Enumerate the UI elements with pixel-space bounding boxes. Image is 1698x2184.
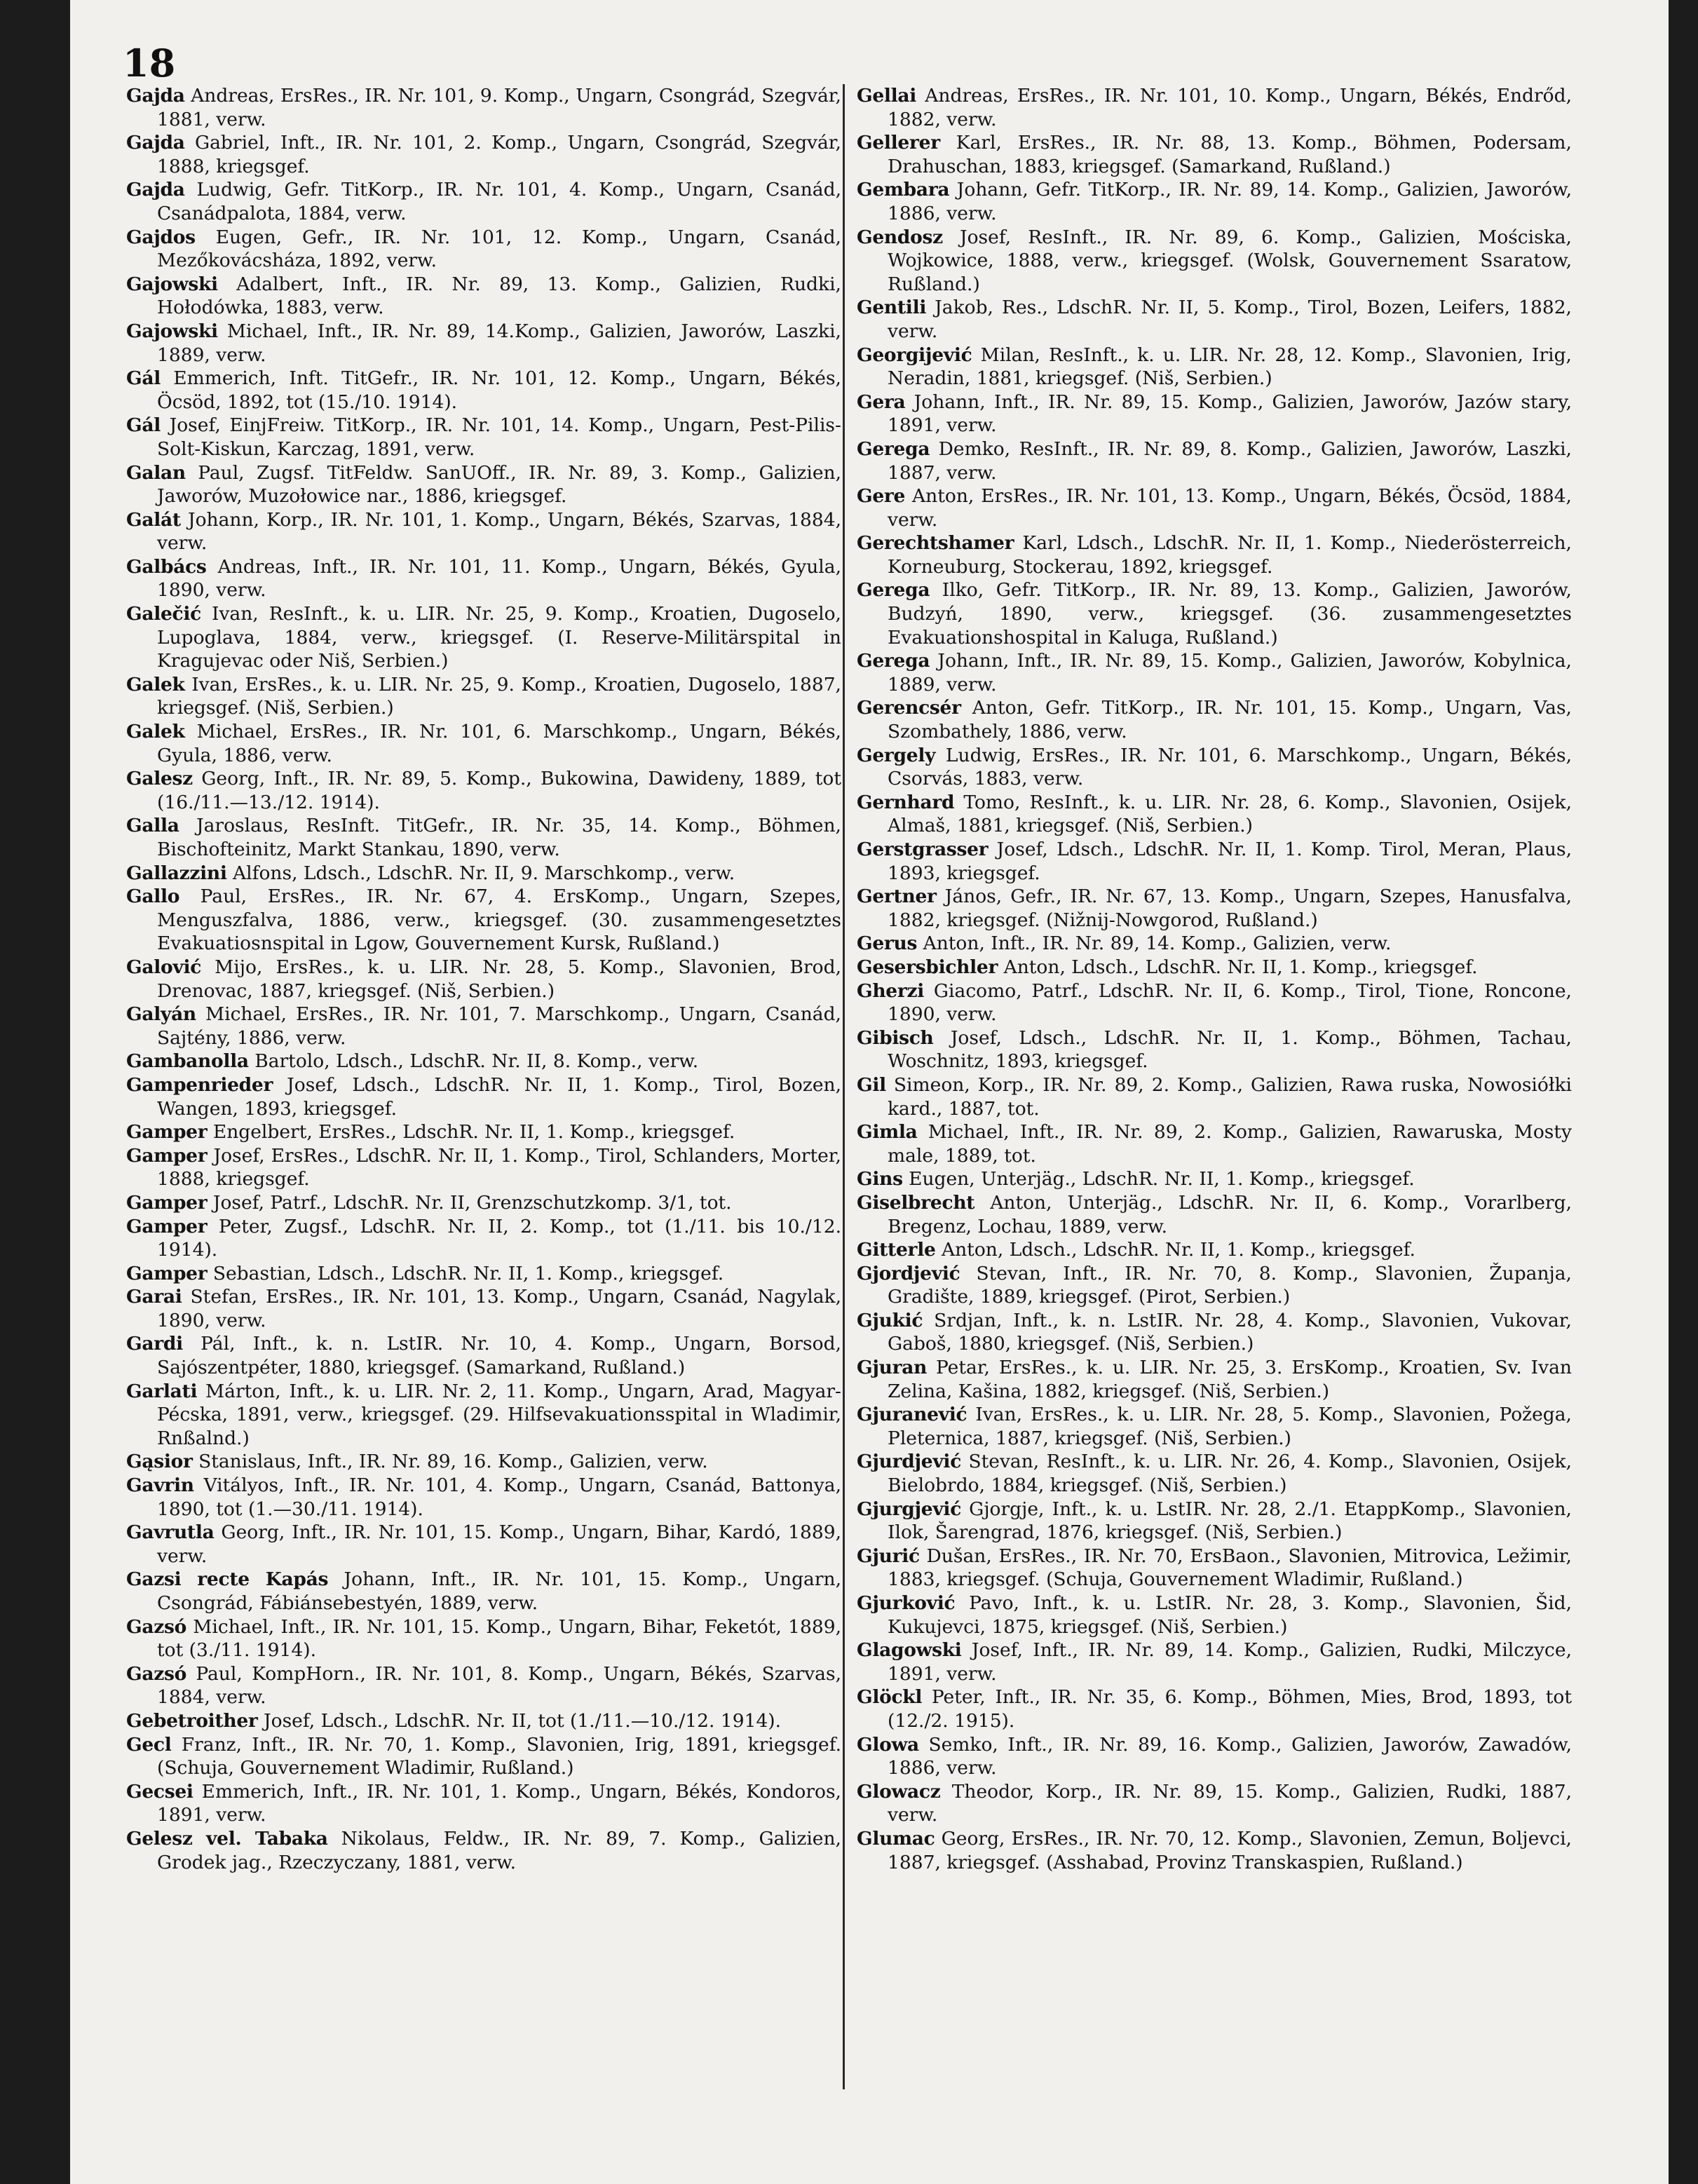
- register-entry: [857, 1356, 1572, 1403]
- entry-details: Peter, Inft., IR. Nr. 35, 6. Komp., Böhmen, Mies, Brod, 1893, tot (12./2. 1915).: [888, 1686, 1572, 1732]
- entry-details: Josef, Inft., IR. Nr. 89, 14. Komp., Galizien, Rudki, Milczyce, 1891, verw.: [888, 1639, 1572, 1685]
- register-entry: [126, 1262, 841, 1286]
- entry-surname: Gertner: [857, 886, 937, 908]
- entry-details: Georg, Inft., IR. Nr. 101, 15. Komp., Ungarn, Bihar, Kardó, 1889, verw.: [157, 1521, 841, 1567]
- entry-details: Dušan, ErsRes., IR. Nr. 70, ErsBaon., Slavonien, Mitrovica, Ležimir, 1883, kriegsgef. (Schuja, Gouvernement Wladimir, Rußland.): [888, 1545, 1572, 1591]
- entry-surname: Galla: [126, 815, 179, 837]
- entry-surname: Gebetroither: [126, 1709, 258, 1732]
- register-entry: [126, 461, 841, 508]
- entry-surname: Gajda: [126, 132, 185, 154]
- register-entry: [857, 1026, 1572, 1073]
- entry-surname: Gajda: [126, 179, 185, 201]
- column-divider: [843, 84, 845, 2089]
- entry-details: Josef, ResInft., IR. Nr. 89, 6. Komp., Galizien, Mościska, Wojkowice, 1888, verw., kriegsgef. (Wolsk, Gouvernement Ssaratow, Rußland.): [888, 226, 1572, 295]
- register-entry: [857, 1733, 1572, 1780]
- entry-details: Ivan, ResInft., k. u. LIR. Nr. 25, 9. Komp., Kroatien, Dugoselo, Lupoglava, 1884, verw., kriegsgef. (I. Reserve-Militärspital in Kragujevac oder Niš, Serbien.): [157, 603, 841, 672]
- register-entry: [126, 1380, 841, 1451]
- entry-surname: Gjurković: [857, 1592, 956, 1614]
- register-entry: [126, 1709, 841, 1733]
- entry-surname: Glöckl: [857, 1686, 923, 1709]
- entry-surname: Gjukić: [857, 1309, 923, 1331]
- register-entry: [857, 1450, 1572, 1497]
- entry-details: Johann, Inft., IR. Nr. 89, 15. Komp., Galizien, Jaworów, Kobylnica, 1889, verw.: [888, 650, 1572, 696]
- entry-surname: Gamper: [126, 1121, 208, 1144]
- entry-details: Eugen, Gefr., IR. Nr. 101, 12. Komp., Ungarn, Csanád, Mezőkovácsháza, 1892, verw.: [157, 226, 841, 272]
- entry-details: Josef, Ldsch., LdschR. Nr. II, 1. Komp. Tirol, Meran, Plaus, 1893, kriegsgef.: [888, 839, 1572, 884]
- register-entry: [126, 555, 841, 602]
- entry-surname: Gjurić: [857, 1545, 920, 1567]
- entry-details: Giacomo, Patrf., LdschR. Nr. II, 6. Komp., Tirol, Tione, Roncone, 1890, verw.: [888, 979, 1572, 1026]
- register-entry: [126, 814, 841, 861]
- register-entry: [857, 438, 1572, 484]
- entry-surname: Gitterle: [857, 1239, 936, 1261]
- right-column: [857, 84, 1572, 1874]
- entry-surname: Gerega: [857, 579, 930, 602]
- entry-details: Josef, Patrf., LdschR. Nr. II, Grenzschutzkomp. 3/1, tot.: [212, 1191, 732, 1214]
- register-entry: [857, 1120, 1572, 1167]
- register-entry: [126, 1191, 841, 1215]
- entry-details: Peter, Zugsf., LdschR. Nr. II, 2. Komp., tot (1./11. bis 10./12. 1914).: [157, 1215, 841, 1261]
- entry-details: Johann, Inft., IR. Nr. 101, 15. Komp., Ungarn, Csongrád, Fábiánsebestyén, 1889, verw.: [157, 1568, 841, 1614]
- register-entry: [857, 578, 1572, 649]
- entry-details: Josef, Ldsch., LdschR. Nr. II, 1. Komp., Böhmen, Tachau, Woschnitz, 1893, kriegsgef.: [888, 1026, 1572, 1073]
- entry-surname: Gerencsér: [857, 697, 961, 719]
- entry-surname: Gendosz: [857, 226, 943, 248]
- entry-surname: Gjuran: [857, 1357, 928, 1379]
- entry-surname: Gil: [857, 1073, 886, 1096]
- entry-surname: Galek: [126, 673, 185, 696]
- entry-details: Ivan, ErsRes., k. u. LIR. Nr. 28, 5. Komp., Slavonien, Požega, Pleternica, 1887, kriegsgef. (Niš, Serbien.): [888, 1404, 1572, 1449]
- entry-surname: Glumac: [857, 1827, 935, 1850]
- entry-surname: Gajowski: [126, 273, 218, 295]
- register-entry: [126, 767, 841, 814]
- entry-details: Jaroslaus, ResInft. TitGefr., IR. Nr. 35, 14. Komp., Böhmen, Bischofteinitz, Markt Stankau, 1890, verw.: [157, 815, 841, 860]
- entry-surname: Gazsi recte Kapás: [126, 1568, 329, 1591]
- register-entry: [126, 602, 841, 673]
- entry-details: Anton, Ldsch., LdschR. Nr. II, 1. Komp., kriegsgef.: [1003, 956, 1478, 978]
- register-entry: [126, 131, 841, 178]
- entry-surname: Gambanolla: [126, 1050, 249, 1073]
- register-entry: [126, 1450, 841, 1474]
- register-entry: [126, 673, 841, 720]
- register-entry: [857, 1167, 1572, 1191]
- entry-details: Milan, ResInft., k. u. LIR. Nr. 28, 12. Komp., Slavonien, Irig, Neradin, 1881, kriegsgef. (Niš, Serbien.): [888, 344, 1572, 390]
- register-entry: [857, 1191, 1572, 1238]
- entry-details: Gabriel, Inft., IR. Nr. 101, 2. Komp., Ungarn, Csongrád, Szegvár, 1888, kriegsgef.: [157, 132, 841, 177]
- register-entry: [857, 1780, 1572, 1827]
- entry-details: Karl, Ldsch., LdschR. Nr. II, 1. Komp., Niederösterreich, Korneuburg, Stockerau, 1892, kriegsgef.: [888, 532, 1572, 578]
- register-entry: [857, 1403, 1572, 1450]
- register-entry: [126, 862, 841, 886]
- entry-surname: Gerega: [857, 650, 930, 672]
- entry-details: Engelbert, ErsRes., LdschR. Nr. II, 1. Komp., kriegsgef.: [212, 1121, 735, 1144]
- entry-surname: Georgijević: [857, 344, 972, 366]
- register-entry: [126, 1662, 841, 1709]
- register-entry: [126, 1474, 841, 1521]
- register-entry: [126, 84, 841, 131]
- register-entry: [126, 1521, 841, 1568]
- register-entry: [126, 1003, 841, 1050]
- register-entry: [126, 367, 841, 414]
- entry-details: Josef, ErsRes., LdschR. Nr. II, 1. Komp., Tirol, Schlanders, Morter, 1888, kriegsgef.: [157, 1144, 841, 1191]
- entry-surname: Galek: [126, 721, 185, 743]
- entry-details: Vitályos, Inft., IR. Nr. 101, 4. Komp., Ungarn, Csanád, Battonya, 1890, tot (1.—30./11. 1914).: [157, 1474, 841, 1520]
- entry-details: Márton, Inft., k. u. LIR. Nr. 2, 11. Komp., Ungarn, Arad, Magyar-Pécska, 1891, verw., kriegsgef. (29. Hilfsevakuationsspital in Wladimir, Rnßalnd.): [157, 1380, 841, 1449]
- entry-details: Josef, Ldsch., LdschR. Nr. II, tot (1./11.—10./12. 1914).: [264, 1709, 782, 1732]
- entry-surname: Garlati: [126, 1380, 198, 1402]
- entry-surname: Gallo: [126, 886, 180, 908]
- entry-details: Ludwig, Gefr. TitKorp., IR. Nr. 101, 4. Komp., Ungarn, Csanád, Csanádpalota, 1884, verw.: [157, 179, 841, 224]
- entry-details: Paul, Zugsf. TitFeldw. SanUOff., IR. Nr. 89, 3. Komp., Galizien, Jaworów, Muzołowice nar., 1886, kriegsgef.: [157, 461, 841, 508]
- register-entry: [857, 1592, 1572, 1639]
- entry-surname: Gesersbichler: [857, 956, 998, 978]
- register-entry: [126, 720, 841, 767]
- register-entry: [857, 391, 1572, 438]
- register-entry: [857, 932, 1572, 956]
- entry-surname: Gecsei: [126, 1780, 193, 1803]
- entry-details: Mijo, ErsRes., k. u. LIR. Nr. 28, 5. Komp., Slavonien, Brod, Drenovac, 1887, kriegsgef. (Niš, Serbien.): [157, 956, 841, 1002]
- register-entry: [857, 1238, 1572, 1262]
- entry-surname: Galečić: [126, 603, 201, 625]
- register-entry: [857, 885, 1572, 932]
- entry-surname: Gibisch: [857, 1026, 934, 1049]
- register-entry: [857, 956, 1572, 979]
- entry-surname: Gembara: [857, 179, 950, 201]
- entry-details: Anton, ErsRes., IR. Nr. 101, 13. Komp., Ungarn, Békés, Öcsöd, 1884, verw.: [888, 485, 1572, 531]
- entry-surname: Gera: [857, 391, 906, 413]
- entry-details: Josef, EinjFreiw. TitKorp., IR. Nr. 101, 14. Komp., Ungarn, Pest-Pilis-Solt-Kiskun, Karczag, 1891, verw.: [157, 414, 841, 460]
- register-entry: [126, 1215, 841, 1262]
- entry-details: Gjorgje, Inft., k. u. LstIR. Nr. 28, 2./1. EtappKomp., Slavonien, Ilok, Šarengrad, 1876, kriegsgef. (Niš, Serbien.): [888, 1498, 1572, 1544]
- register-entry: [857, 344, 1572, 391]
- register-entry: [126, 885, 841, 956]
- entry-details: Michael, Inft., IR. Nr. 101, 15. Komp., Ungarn, Bihar, Feketót, 1889, tot (3./11. 1914).: [157, 1615, 841, 1662]
- register-entry: [126, 956, 841, 1003]
- entry-details: Andreas, ErsRes., IR. Nr. 101, 10. Komp., Ungarn, Békés, Endrőd, 1882, verw.: [888, 85, 1572, 130]
- entry-details: Johann, Korp., IR. Nr. 101, 1. Komp., Ungarn, Békés, Szarvas, 1884, verw.: [157, 508, 841, 555]
- entry-details: Pavo, Inft., k. u. LstIR. Nr. 28, 3. Komp., Slavonien, Šid, Kukujevci, 1875, kriegsgef. (Niš, Serbien.): [888, 1592, 1572, 1638]
- register-entry: [857, 1639, 1572, 1686]
- entry-details: Andreas, ErsRes., IR. Nr. 101, 9. Komp., Ungarn, Csongrád, Szegvár, 1881, verw.: [157, 85, 841, 130]
- entry-surname: Gerstgrasser: [857, 839, 989, 860]
- entry-details: Franz, Inft., IR. Nr. 70, 1. Komp., Slavonien, Irig, 1891, kriegsgef. (Schuja, Gouvernement Wladimir, Rußland.): [157, 1733, 842, 1779]
- register-entry: [126, 1144, 841, 1191]
- entry-surname: Galović: [126, 956, 202, 978]
- entry-surname: Gajdos: [126, 226, 196, 248]
- entry-surname: Gál: [126, 367, 161, 390]
- register-entry: [126, 508, 841, 555]
- entry-details: Karl, ErsRes., IR. Nr. 88, 13. Komp., Böhmen, Podersam, Drahuschan, 1883, kriegsgef. (Samarkand, Rußland.): [888, 132, 1572, 177]
- entry-surname: Garai: [126, 1286, 182, 1308]
- entry-surname: Gergely: [857, 744, 936, 766]
- register-entry: [126, 178, 841, 225]
- entry-details: Semko, Inft., IR. Nr. 89, 16. Komp., Galizien, Jaworów, Zawadów, 1886, verw.: [888, 1733, 1572, 1779]
- entry-surname: Gecl: [126, 1733, 172, 1756]
- register-entry: [126, 1332, 841, 1379]
- entry-surname: Gimla: [857, 1121, 918, 1144]
- register-entry: [126, 1827, 841, 1874]
- register-entry: [857, 1498, 1572, 1545]
- register-entry: [126, 273, 841, 320]
- entry-surname: Gallazzini: [126, 862, 227, 884]
- entry-surname: Galan: [126, 461, 186, 484]
- entry-details: Michael, Inft., IR. Nr. 89, 14.Komp., Galizien, Jaworów, Laszki, 1889, verw.: [157, 320, 841, 366]
- register-entry: [126, 1780, 841, 1827]
- entry-surname: Glowacz: [857, 1780, 941, 1803]
- register-entry: [857, 531, 1572, 578]
- entry-details: Paul, KompHorn., IR. Nr. 101, 8. Komp., Ungarn, Békés, Szarvas, 1884, verw.: [157, 1662, 841, 1709]
- entry-details: Stevan, Inft., IR. Nr. 70, 8. Komp., Slavonien, Županja, Gradište, 1889, kriegsgef. (Pirot, Serbien.): [888, 1262, 1572, 1308]
- register-entry: [126, 320, 841, 367]
- entry-surname: Gazsó: [126, 1662, 186, 1685]
- entry-details: Eugen, Unterjäg., LdschR. Nr. II, 1. Komp., kriegsgef.: [909, 1168, 1415, 1191]
- register-entry: [857, 1309, 1572, 1356]
- entry-details: Theodor, Korp., IR. Nr. 89, 15. Komp., Galizien, Rudki, 1887, verw.: [888, 1780, 1572, 1826]
- entry-details: Johann, Inft., IR. Nr. 89, 15. Komp., Galizien, Jaworów, Jazów stary, 1891, verw.: [888, 391, 1572, 437]
- register-entry: [857, 1545, 1572, 1592]
- register-entry: [857, 744, 1572, 791]
- register-entry: [126, 1615, 841, 1662]
- entry-surname: Gamper: [126, 1191, 208, 1214]
- entry-surname: Gampenrieder: [126, 1073, 273, 1096]
- entry-surname: Gajowski: [126, 320, 218, 342]
- register-entry: [126, 1073, 841, 1120]
- entry-surname: Gherzi: [857, 979, 925, 1002]
- register-entry: [857, 484, 1572, 531]
- entry-surname: Gamper: [126, 1262, 208, 1284]
- entry-surname: Gjurgjević: [857, 1498, 962, 1520]
- register-entry: [126, 1733, 841, 1780]
- entry-details: Nikolaus, Feldw., IR. Nr. 89, 7. Komp., Galizien, Grodek jag., Rzeczyczany, 1881, verw.: [157, 1827, 841, 1873]
- register-entry: [857, 1262, 1572, 1309]
- entry-surname: Gavrutla: [126, 1521, 215, 1544]
- register-entry: [857, 979, 1572, 1026]
- entry-surname: Glowa: [857, 1733, 919, 1756]
- register-entry: [126, 1568, 841, 1615]
- register-entry: [126, 1285, 841, 1332]
- entry-details: Ilko, Gefr. TitKorp., IR. Nr. 89, 13. Komp., Galizien, Jaworów, Budzyń, 1890, verw., kriegsgef. (36. zusammengesetztes Evakuationshospital in Kaluga, Rußland.): [888, 579, 1572, 649]
- entry-surname: Gamper: [126, 1215, 208, 1237]
- entry-details: Stefan, ErsRes., IR. Nr. 101, 13. Komp., Ungarn, Csanád, Nagylak, 1890, verw.: [157, 1286, 841, 1331]
- register-entry: [857, 649, 1572, 696]
- entry-surname: Gellerer: [857, 132, 940, 154]
- register-entry: [126, 414, 841, 461]
- entry-surname: Gere: [857, 485, 906, 508]
- entry-details: Anton, Ldsch., LdschR. Nr. II, 1. Komp., kriegsgef.: [941, 1239, 1415, 1261]
- entry-surname: Glagowski: [857, 1639, 962, 1662]
- register-entry: [126, 1120, 841, 1144]
- register-entry: [857, 1686, 1572, 1732]
- entry-surname: Gardi: [126, 1333, 183, 1355]
- entry-surname: Gjuranević: [857, 1404, 967, 1426]
- register-entry: [857, 838, 1572, 885]
- register-entry: [857, 131, 1572, 178]
- entry-details: Andreas, Inft., IR. Nr. 101, 11. Komp., Ungarn, Békés, Gyula, 1890, verw.: [157, 555, 841, 602]
- entry-surname: Gjordjević: [857, 1262, 960, 1284]
- entry-surname: Gál: [126, 414, 161, 437]
- register-entry: [857, 1073, 1572, 1120]
- entry-details: Jakob, Res., LdschR. Nr. II, 5. Komp., Tirol, Bozen, Leifers, 1882, verw.: [888, 297, 1572, 342]
- entry-surname: Galesz: [126, 768, 193, 790]
- entry-surname: Galát: [126, 508, 181, 531]
- register-entry: [857, 791, 1572, 838]
- entry-surname: Gamper: [126, 1144, 208, 1167]
- register-entry: [857, 1827, 1572, 1874]
- entry-details: Demko, ResInft., IR. Nr. 89, 8. Komp., Galizien, Jaworów, Laszki, 1887, verw.: [888, 438, 1572, 484]
- entry-details: Bartolo, Ldsch., LdschR. Nr. II, 8. Komp., verw.: [254, 1050, 699, 1073]
- entry-details: Petar, ErsRes., k. u. LIR. Nr. 25, 3. ErsKomp., Kroatien, Sv. Ivan Zelina, Kašina, 1882, kriegsgef. (Niš, Serbien.): [888, 1357, 1572, 1402]
- entry-surname: Gerechtshamer: [857, 532, 1014, 555]
- entry-details: Georg, Inft., IR. Nr. 89, 5. Komp., Bukowina, Dawideny, 1889, tot (16./11.—13./12. 1914).: [157, 768, 841, 813]
- entry-details: Ivan, ErsRes., k. u. LIR. Nr. 25, 9. Komp., Kroatien, Dugoselo, 1887, kriegsgef. (Niš, Serbien.): [157, 673, 841, 719]
- entry-surname: Gellai: [857, 85, 917, 107]
- entry-details: Georg, ErsRes., IR. Nr. 70, 12. Komp., Slavonien, Zemun, Boljevci, 1887, kriegsgef. (Asshabad, Provinz Transkaspien, Rußland.): [888, 1827, 1572, 1873]
- entry-surname: Galyán: [126, 1003, 196, 1026]
- entry-surname: Gjurdjević: [857, 1451, 962, 1473]
- entry-details: Paul, ErsRes., IR. Nr. 67, 4. ErsKomp., Ungarn, Szepes, Menguszfalva, 1886, verw., kriegsgef. (30. zusammengesetztes Evakuatiosnspital in Lgow, Gouvernement Kursk, Rußland.): [157, 886, 841, 955]
- entry-details: János, Gefr., IR. Nr. 67, 13. Komp., Ungarn, Szepes, Hanusfalva, 1882, kriegsgef. (Nižnij-Nowgorod, Rußland.): [888, 886, 1572, 931]
- entry-details: Pál, Inft., k. n. LstIR. Nr. 10, 4. Komp., Ungarn, Borsod, Sajószentpéter, 1880, kriegsgef. (Samarkand, Rußland.): [157, 1333, 841, 1379]
- document-page: [70, 0, 1669, 2184]
- register-entry: [857, 296, 1572, 343]
- entry-surname: Gerus: [857, 932, 918, 955]
- entry-surname: Gerega: [857, 438, 930, 460]
- entry-surname: Gazsó: [126, 1615, 186, 1638]
- entry-details: Emmerich, Inft. TitGefr., IR. Nr. 101, 12. Komp., Ungarn, Békés, Öcsöd, 1892, tot (15./10. 1914).: [157, 367, 841, 413]
- entry-details: Ludwig, ErsRes., IR. Nr. 101, 6. Marschkomp., Ungarn, Békés, Csorvás, 1883, verw.: [888, 744, 1572, 790]
- entry-details: Tomo, ResInft., k. u. LIR. Nr. 28, 6. Komp., Slavonien, Osijek, Almaš, 1881, kriegsgef. (Niš, Serbien.): [888, 791, 1572, 837]
- entry-details: Srdjan, Inft., k. n. LstIR. Nr. 28, 4. Komp., Slavonien, Vukovar, Gaboš, 1880, kriegsgef. (Niš, Serbien.): [888, 1309, 1572, 1355]
- entry-details: Anton, Inft., IR. Nr. 89, 14. Komp., Galizien, verw.: [923, 932, 1392, 955]
- entry-details: Emmerich, Inft., IR. Nr. 101, 1. Komp., Ungarn, Békés, Kondoros, 1891, verw.: [157, 1780, 841, 1826]
- entry-details: Sebastian, Ldsch., LdschR. Nr. II, 1. Komp., kriegsgef.: [212, 1262, 724, 1284]
- entry-details: Anton, Gefr. TitKorp., IR. Nr. 101, 15. Komp., Ungarn, Vas, Szombathely, 1886, verw.: [888, 697, 1572, 743]
- register-entry: [126, 1050, 841, 1073]
- register-entry: [857, 226, 1572, 297]
- entry-details: Stevan, ResInft., k. u. LIR. Nr. 26, 4. Komp., Slavonien, Osijek, Bielobrdo, 1884, kriegsgef. (Niš, Serbien.): [888, 1451, 1572, 1497]
- entry-details: Michael, Inft., IR. Nr. 89, 2. Komp., Galizien, Rawaruska, Mosty male, 1889, tot.: [888, 1121, 1572, 1167]
- entry-details: Alfons, Ldsch., LdschR. Nr. II, 9. Marschkomp., verw.: [233, 862, 735, 884]
- register-entry: [857, 178, 1572, 225]
- entry-surname: Gelesz vel. Tabaka: [126, 1827, 328, 1850]
- entry-details: Michael, ErsRes., IR. Nr. 101, 6. Marschkomp., Ungarn, Békés, Gyula, 1886, verw.: [157, 721, 841, 766]
- entry-details: Josef, Ldsch., LdschR. Nr. II, 1. Komp., Tirol, Bozen, Wangen, 1893, kriegsgef.: [157, 1073, 841, 1120]
- entry-surname: Gąsior: [126, 1451, 193, 1473]
- entry-surname: Gins: [857, 1168, 903, 1191]
- entry-surname: Galbács: [126, 555, 207, 578]
- entry-surname: Gernhard: [857, 791, 955, 813]
- entry-details: Michael, ErsRes., IR. Nr. 101, 7. Marschkomp., Ungarn, Csanád, Sajtény, 1886, verw.: [157, 1003, 841, 1049]
- entry-surname: Giselbrecht: [857, 1191, 975, 1214]
- entry-details: Anton, Unterjäg., LdschR. Nr. II, 6. Komp., Vorarlberg, Bregenz, Lochau, 1889, verw.: [888, 1191, 1572, 1237]
- left-column: [126, 84, 841, 1874]
- register-entry: [857, 696, 1572, 743]
- entry-details: Simeon, Korp., IR. Nr. 89, 2. Komp., Galizien, Rawa ruska, Nowosiółki kard., 1887, tot.: [888, 1073, 1572, 1120]
- entry-details: Stanislaus, Inft., IR. Nr. 89, 16. Komp., Galizien, verw.: [198, 1451, 708, 1473]
- entry-details: Johann, Gefr. TitKorp., IR. Nr. 89, 14. Komp., Galizien, Jaworów, 1886, verw.: [888, 179, 1572, 224]
- page-number: 18: [123, 41, 176, 86]
- register-entry: [857, 84, 1572, 131]
- entry-surname: Gentili: [857, 297, 927, 319]
- entry-details: Adalbert, Inft., IR. Nr. 89, 13. Komp., Galizien, Rudki, Hołodówka, 1883, verw.: [157, 273, 841, 319]
- entry-surname: Gavrin: [126, 1474, 194, 1497]
- register-entry: [126, 226, 841, 273]
- entry-surname: Gajda: [126, 85, 185, 107]
